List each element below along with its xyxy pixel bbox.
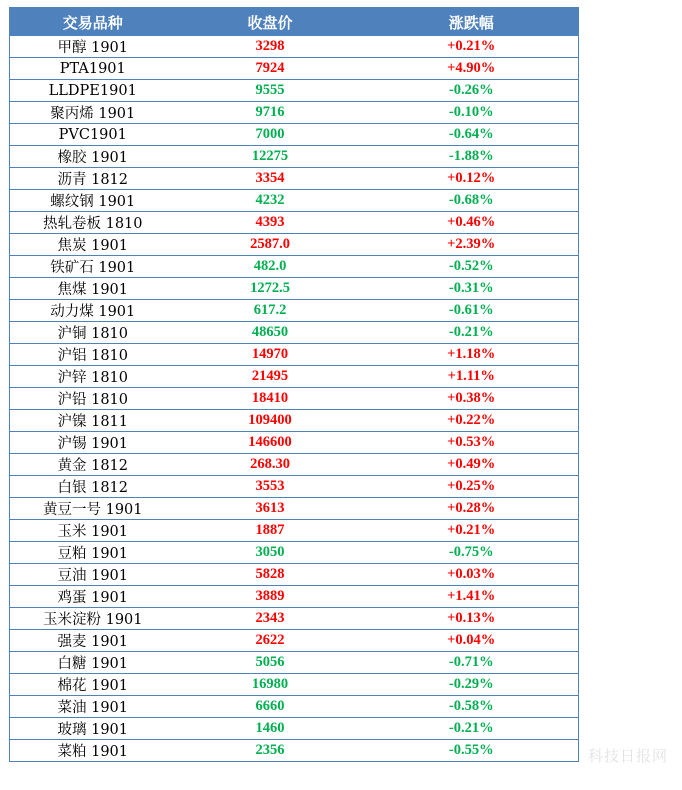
change-percent-cell: -0.21% [365,322,579,344]
change-percent-cell: +0.53% [365,432,579,454]
close-price-cell: 2343 [176,608,365,630]
product-name-cell: 菜油 1901 [10,696,176,718]
change-percent-cell: +0.22% [365,410,579,432]
table-row [10,410,579,432]
table-row [10,718,579,740]
close-price-cell: 109400 [176,410,365,432]
product-name-cell: 沪铅 1810 [10,388,176,410]
close-price-cell: 5828 [176,564,365,586]
product-name-cell: 螺纹钢 1901 [10,190,176,212]
header-change-percent: 涨跌幅 [365,8,579,37]
change-percent-cell: -0.21% [365,718,579,740]
product-name-cell: 棉花 1901 [10,674,176,696]
table-row [10,190,579,212]
close-price-cell: 1460 [176,718,365,740]
product-name-cell: 沪镍 1811 [10,410,176,432]
table-row [10,608,579,630]
header-close-price: 收盘价 [176,8,365,37]
header-row [10,8,579,37]
change-percent-cell: +0.04% [365,630,579,652]
close-price-cell: 4232 [176,190,365,212]
change-percent-cell: +0.21% [365,520,579,542]
change-percent-cell: +0.03% [365,564,579,586]
close-price-cell: 21495 [176,366,365,388]
table-body [10,36,579,762]
table-header [10,8,579,37]
product-name-cell: 热轧卷板 1810 [10,212,176,234]
table-row [10,476,579,498]
product-name-cell: 动力煤 1901 [10,300,176,322]
change-percent-cell: -0.31% [365,278,579,300]
product-name-cell: 聚丙烯 1901 [10,102,176,124]
close-price-cell: 3050 [176,542,365,564]
header-product: 交易品种 [10,8,176,37]
change-percent-cell: +4.90% [365,58,579,80]
change-percent-cell: -0.58% [365,696,579,718]
close-price-cell: 9555 [176,80,365,102]
change-percent-cell: -0.68% [365,190,579,212]
product-name-cell: 白糖 1901 [10,652,176,674]
table-row [10,498,579,520]
table-row [10,124,579,146]
table-row [10,388,579,410]
table-row [10,300,579,322]
product-name-cell: 橡胶 1901 [10,146,176,168]
close-price-cell: 3553 [176,476,365,498]
table-row [10,564,579,586]
product-name-cell: 焦炭 1901 [10,234,176,256]
close-price-cell: 268.30 [176,454,365,476]
product-name-cell: 沪铜 1810 [10,322,176,344]
close-price-cell: 18410 [176,388,365,410]
change-percent-cell: -0.64% [365,124,579,146]
close-price-cell: 3889 [176,586,365,608]
close-price-cell: 16980 [176,674,365,696]
product-name-cell: LLDPE1901 [10,80,176,102]
close-price-cell: 7000 [176,124,365,146]
change-percent-cell: +0.13% [365,608,579,630]
change-percent-cell: +0.25% [365,476,579,498]
change-percent-cell: +1.18% [365,344,579,366]
product-name-cell: 豆粕 1901 [10,542,176,564]
close-price-cell: 146600 [176,432,365,454]
table-row [10,586,579,608]
product-name-cell: 沪锌 1810 [10,366,176,388]
change-percent-cell: -0.61% [365,300,579,322]
table-row [10,212,579,234]
product-name-cell: 菜粕 1901 [57,744,128,760]
table-row [10,674,579,696]
change-percent-cell: +0.21% [365,36,579,58]
close-price-cell: 4393 [176,212,365,234]
table-row [10,520,579,542]
change-percent-cell: -0.75% [365,542,579,564]
product-name-cell: 强麦 1901 [10,630,176,652]
table-row [10,432,579,454]
table-row [10,278,579,300]
product-name-cell: 甲醇 1901 [10,36,176,58]
table-row [10,542,579,564]
product-name-cell: 沥青 1812 [10,168,176,190]
watermark: 科技日报网 [587,747,668,765]
change-percent-cell: -0.26% [365,80,579,102]
close-price-cell: 7924 [176,58,365,80]
table-row [10,652,579,674]
product-name-cell: PTA1901 [10,58,176,80]
close-price-cell: 48650 [176,322,365,344]
change-percent-cell: +0.28% [365,498,579,520]
change-percent-cell: -0.10% [365,102,579,124]
close-price-cell: 1887 [176,520,365,542]
table-row [10,740,579,762]
close-price-cell: 6660 [176,696,365,718]
change-percent-cell: +0.46% [365,212,579,234]
close-price-cell: 2622 [176,630,365,652]
change-percent-cell: +2.39% [365,234,579,256]
close-price-cell: 9716 [176,102,365,124]
close-price-cell: 14970 [176,344,365,366]
table-row [10,36,579,58]
close-price-cell: 12275 [176,146,365,168]
close-price-cell: 5056 [176,652,365,674]
change-percent-cell: +0.12% [365,168,579,190]
product-name-cell: 沪锡 1901 [10,432,176,454]
change-percent-cell: -0.71% [365,652,579,674]
close-price-cell: 3613 [176,498,365,520]
table-row [10,630,579,652]
product-name-cell: 豆油 1901 [10,564,176,586]
product-name-cell: 白银 1812 [10,476,176,498]
product-name-cell: 铁矿石 1901 [10,256,176,278]
change-percent-cell: -0.52% [365,256,579,278]
close-price-cell: 1272.5 [176,278,365,300]
table-row [10,256,579,278]
product-name-cell: 焦煤 1901 [10,278,176,300]
close-price-cell: 482.0 [176,256,365,278]
product-name-cell: 沪铝 1810 [10,344,176,366]
table-row [10,696,579,718]
table-row [10,322,579,344]
futures-quote-table [9,7,579,762]
close-price-cell: 2356 [255,742,285,758]
change-percent-cell: -0.29% [365,674,579,696]
table-row [10,454,579,476]
product-name-cell: 鸡蛋 1901 [10,586,176,608]
table-row [10,102,579,124]
change-percent-cell: -0.55% [448,742,494,758]
change-percent-cell: +1.41% [365,586,579,608]
table-row [10,80,579,102]
close-price-cell: 2587.0 [176,234,365,256]
table-row [10,366,579,388]
product-name-cell: 玉米 1901 [10,520,176,542]
table-row [10,234,579,256]
product-name-cell: 黄豆一号 1901 [10,498,176,520]
table-row [10,146,579,168]
product-name-cell: 玉米淀粉 1901 [10,608,176,630]
change-percent-cell: +0.38% [365,388,579,410]
close-price-cell: 3354 [176,168,365,190]
table-row [10,58,579,80]
product-name-cell: 黄金 1812 [10,454,176,476]
table-row [10,344,579,366]
change-percent-cell: -1.88% [365,146,579,168]
close-price-cell: 3298 [176,36,365,58]
change-percent-cell: +1.11% [365,366,579,388]
product-name-cell: PVC1901 [10,124,176,146]
table-row [10,168,579,190]
change-percent-cell: +0.49% [365,454,579,476]
close-price-cell: 617.2 [176,300,365,322]
product-name-cell: 玻璃 1901 [10,718,176,740]
